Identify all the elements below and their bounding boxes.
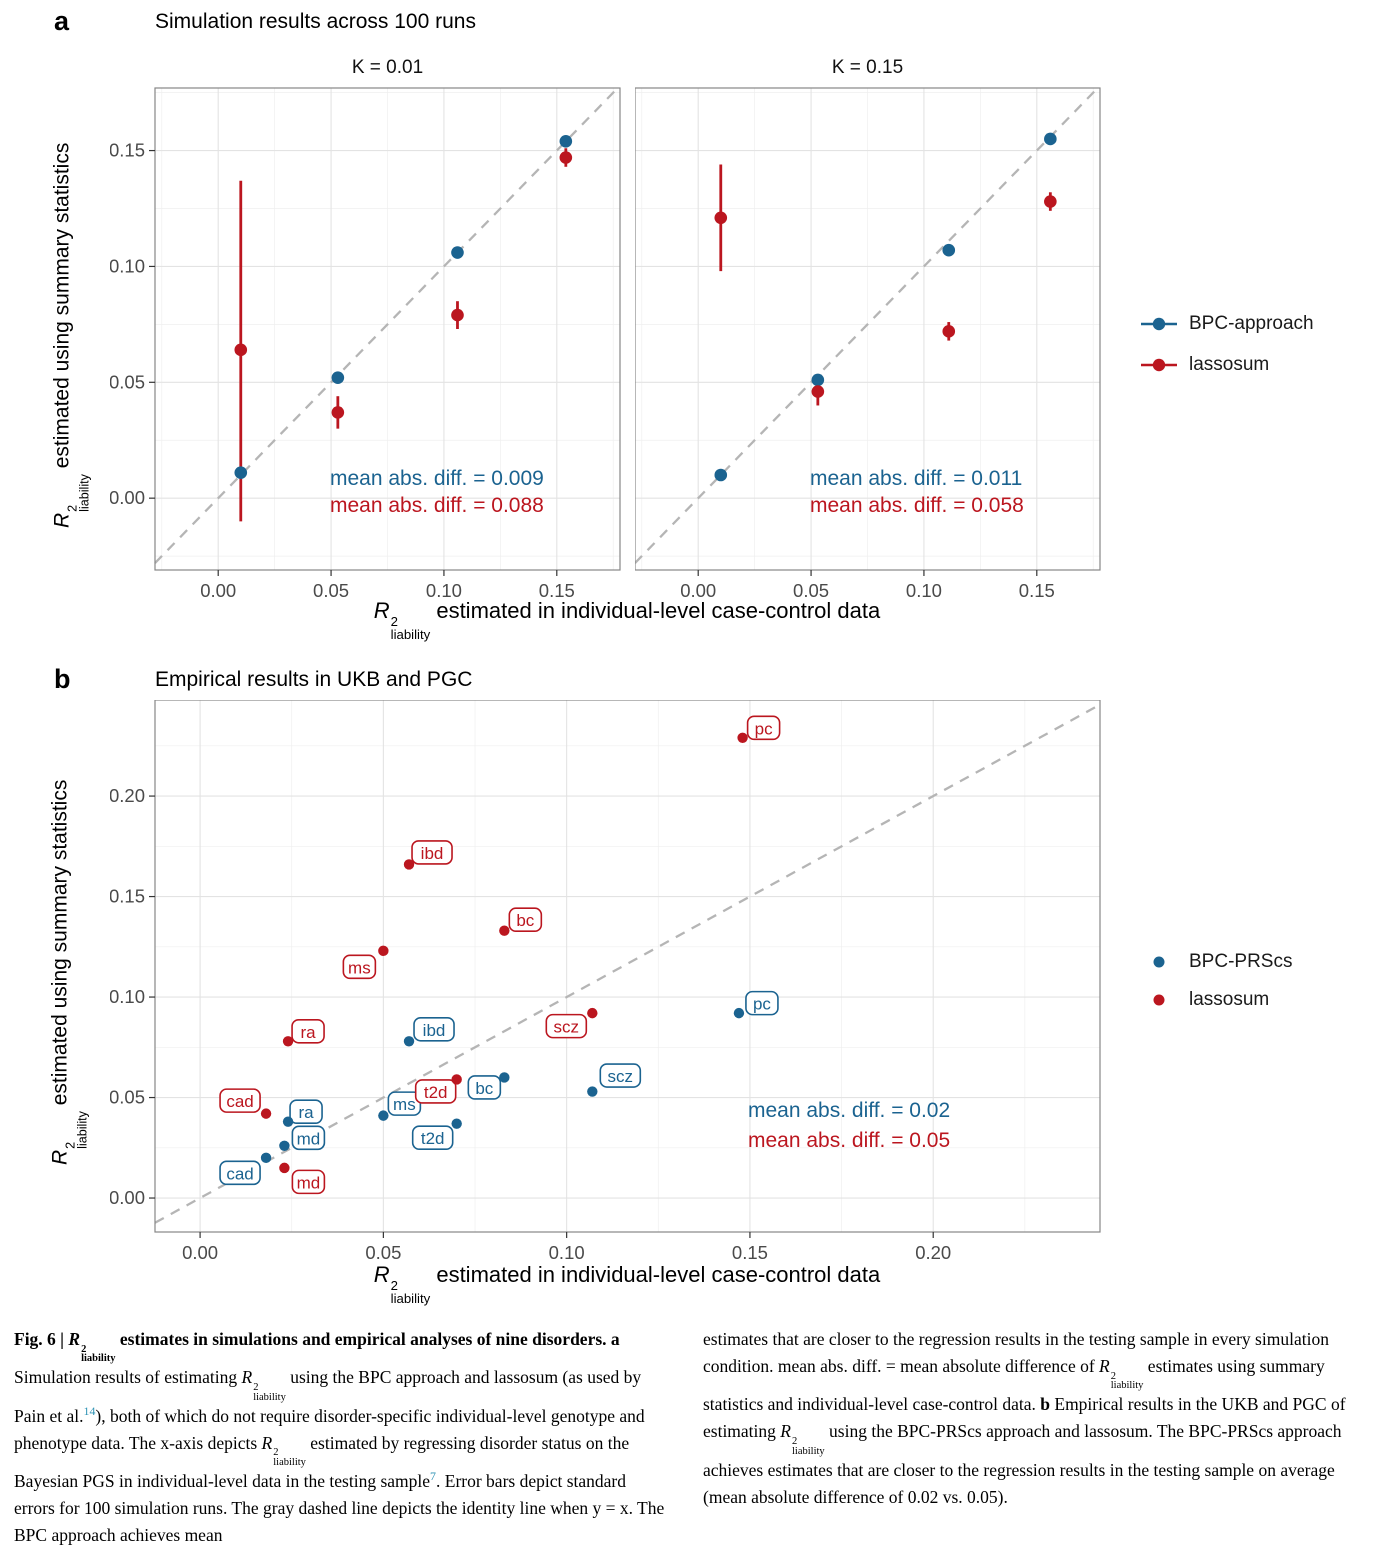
point-label-lassosum-ibd: ibd [420,843,444,863]
legend-errorbar-dot-icon [1140,316,1178,332]
subplot-title: K = 0.15 [831,57,904,78]
point-lassosum-md [279,1163,289,1173]
legend-item-lassosum [1140,352,1314,378]
y-tick-label: 0.15 [110,139,145,161]
x-tick-label: 0.15 [1018,580,1055,601]
point-lassosum-cad [261,1108,271,1118]
y-tick-label: 0.00 [110,1187,145,1209]
x-tick-label: 0.10 [425,580,462,601]
subplot-title: K = 0.01 [351,57,424,78]
x-tick-label: 0.15 [538,580,575,601]
panel-a-y-axis-label: R 2 liability estimated using summary statistics [50,142,92,529]
r2-liability-symbol: R 2 liability [68,1329,116,1365]
annotation-mean-abs-diff-1: mean abs. diff. = 0.05 [748,1129,951,1152]
point-label-BPC-PRScs-cad: cad [226,1164,254,1184]
point-lassosum-0 [714,211,727,224]
point-lassosum-t2d [451,1074,461,1084]
x-tick-label: 0.15 [731,1242,768,1263]
point-BPC-approach-2 [451,246,464,259]
annotation-mean-abs-diff-0: mean abs. diff. = 0.011 [810,467,1023,490]
y-tick-label: 0.15 [110,885,145,907]
panel-b-legend [1140,949,1292,1013]
panel-b-x-axis-label: R 2 liability estimated in individual-level case-control data [373,1262,881,1306]
y-tick-label: 0.05 [110,371,145,393]
legend-dot-icon [1140,954,1178,970]
plot-panel [155,700,1100,1232]
point-lassosum-scz [587,1008,597,1018]
y-tick-label: 0.00 [110,487,145,509]
panel-b-letter: b [54,664,71,694]
point-lassosum-1 [812,385,825,398]
caption-right-column: estimates that are closer to the regression results in the testing sample in every simulation condition. mean abs. diff. = mean absolute difference of R 2 liability estimates using summary statistics and individual-level case-control data. b Empirical results in the UKB and PGC of estimating R 2 liability using the BPC-PRScs approach and lassosum. The BPC-PRScs approach achieves estimates that are closer to the regression results in the testing sample on average (mean absolute difference of 0.02 vs. 0.05). [703,1329,1346,1507]
point-label-lassosum-scz: scz [553,1017,580,1037]
point-label-BPC-PRScs-md: md [296,1129,321,1149]
point-label-lassosum-t2d: t2d [423,1082,448,1102]
point-lassosum-0 [234,344,247,357]
chart-simulation-k001 [110,50,622,619]
legend-item-bpc-approach [1140,311,1314,337]
x-tick-label: 0.20 [915,1242,952,1263]
point-BPC-PRScs-ms [378,1110,388,1120]
panel-a-title: Simulation results across 100 runs [155,10,476,33]
chart-simulation-k015 [635,50,1102,619]
y-tick-label: 0.20 [110,785,145,807]
point-BPC-approach-1 [332,371,345,384]
annotation-mean-abs-diff-0: mean abs. diff. = 0.02 [748,1099,951,1122]
plot-svg [110,50,622,614]
point-label-lassosum-bc: bc [516,911,535,931]
point-label-lassosum-pc: pc [754,719,773,739]
point-BPC-approach-0 [714,469,727,482]
r2-liability-symbol: R 2 liability [48,1111,90,1166]
x-tick-label: 0.10 [905,580,942,601]
point-lassosum-ra [283,1036,293,1046]
legend-label: lassosum [1189,989,1270,1010]
point-label-BPC-PRScs-t2d: t2d [420,1129,445,1149]
x-tick-label: 0.10 [548,1242,585,1263]
point-BPC-approach-3 [1044,133,1057,146]
x-tick-label: 0.05 [793,580,830,601]
point-label-BPC-PRScs-ms: ms [393,1095,416,1115]
point-lassosum-3 [560,151,573,164]
y-tick-label: 0.10 [110,255,145,277]
annotation-mean-abs-diff-0: mean abs. diff. = 0.009 [330,467,544,490]
point-lassosum-ibd [404,859,414,869]
r2-liability-symbol: R 2 liability [373,598,431,642]
panel-b-title: Empirical results in UKB and PGC [155,668,473,691]
point-BPC-PRScs-bc [499,1072,509,1082]
legend-dot-icon [1140,992,1178,1008]
point-BPC-approach-0 [234,466,247,479]
point-BPC-PRScs-scz [587,1086,597,1096]
x-tick-label: 0.05 [313,580,350,601]
r2-liability-symbol: R 2 liability [50,474,92,529]
legend-label: BPC-PRScs [1189,951,1293,972]
r2-liability-symbol: R 2 liability [1099,1356,1144,1392]
annotation-mean-abs-diff-1: mean abs. diff. = 0.088 [330,494,544,517]
x-tick-label: 0.05 [365,1242,402,1263]
point-BPC-PRScs-md [279,1141,289,1151]
point-BPC-PRScs-pc [734,1008,744,1018]
point-label-lassosum-ra: ra [300,1022,316,1042]
point-BPC-PRScs-t2d [451,1118,461,1128]
y-tick-label: 0.10 [110,986,145,1008]
plot-svg [635,50,1102,614]
r2-liability-symbol: R 2 liability [241,1367,286,1403]
point-BPC-PRScs-ibd [404,1036,414,1046]
x-tick-label: 0.00 [182,1242,219,1263]
x-tick-label: 0.00 [200,580,237,601]
legend-item-lassosum [1140,987,1292,1013]
legend-label: BPC-approach [1189,313,1314,334]
x-tick-label: 0.00 [680,580,717,601]
caption-left-column: Fig. 6 | R 2 liability estimates in simulations and empirical analyses of nine disorders. a Simulation results of estimating R 2 liability using the BPC approach and lassosum (as used by Pain et al.$^{14}$), both of which do not require disorder-specific individual-level genotype and phenotype data. The x-axis depicts R 2 liability estimated by regressing disorder status on the Bayesian PGS in individual-level data in the testing sample$^7$. Error bars depict standard errors for 100 simulation runs. The gray dashed line depicts the identity line when y = x. The BPC approach achieves mean [14,1329,665,1546]
chart-empirical-ukb-pgc [110,700,1102,1283]
point-BPC-approach-2 [942,244,955,257]
legend-label: lassosum [1189,354,1270,375]
point-BPC-approach-3 [560,135,573,148]
point-BPC-approach-1 [812,374,825,387]
point-label-lassosum-cad: cad [226,1092,254,1112]
r2-liability-symbol: R 2 liability [261,1432,306,1469]
point-label-lassosum-ms: ms [348,958,371,978]
point-lassosum-1 [332,406,345,419]
plot-svg [110,700,1102,1278]
legend-errorbar-dot-icon [1140,357,1178,373]
point-label-BPC-PRScs-ra: ra [298,1103,314,1123]
point-lassosum-bc [499,926,509,936]
annotation-mean-abs-diff-1: mean abs. diff. = 0.058 [810,494,1024,517]
point-label-BPC-PRScs-pc: pc [752,994,771,1014]
panel-a-legend [1140,311,1314,378]
point-BPC-PRScs-ra [283,1116,293,1126]
point-BPC-PRScs-cad [261,1153,271,1163]
panel-a-x-axis-label: R 2 liability estimated in individual-level case-control data [373,598,881,642]
point-lassosum-2 [942,325,955,338]
point-label-BPC-PRScs-bc: bc [475,1078,494,1098]
point-lassosum-ms [378,946,388,956]
r2-liability-symbol: R 2 liability [780,1421,825,1457]
point-lassosum-3 [1044,195,1057,208]
point-lassosum-pc [737,733,747,743]
y-tick-label: 0.05 [110,1086,145,1108]
point-label-lassosum-md: md [296,1173,321,1193]
panel-b-y-axis-label: R 2 liability estimated using summary statistics [48,779,90,1166]
panel-a-letter: a [54,6,70,36]
point-lassosum-2 [451,309,464,322]
point-label-BPC-PRScs-scz: scz [607,1067,634,1087]
r2-liability-symbol: R 2 liability [373,1262,431,1306]
point-label-BPC-PRScs-ibd: ibd [422,1020,446,1040]
legend-item-bpc-prscs [1140,949,1292,975]
